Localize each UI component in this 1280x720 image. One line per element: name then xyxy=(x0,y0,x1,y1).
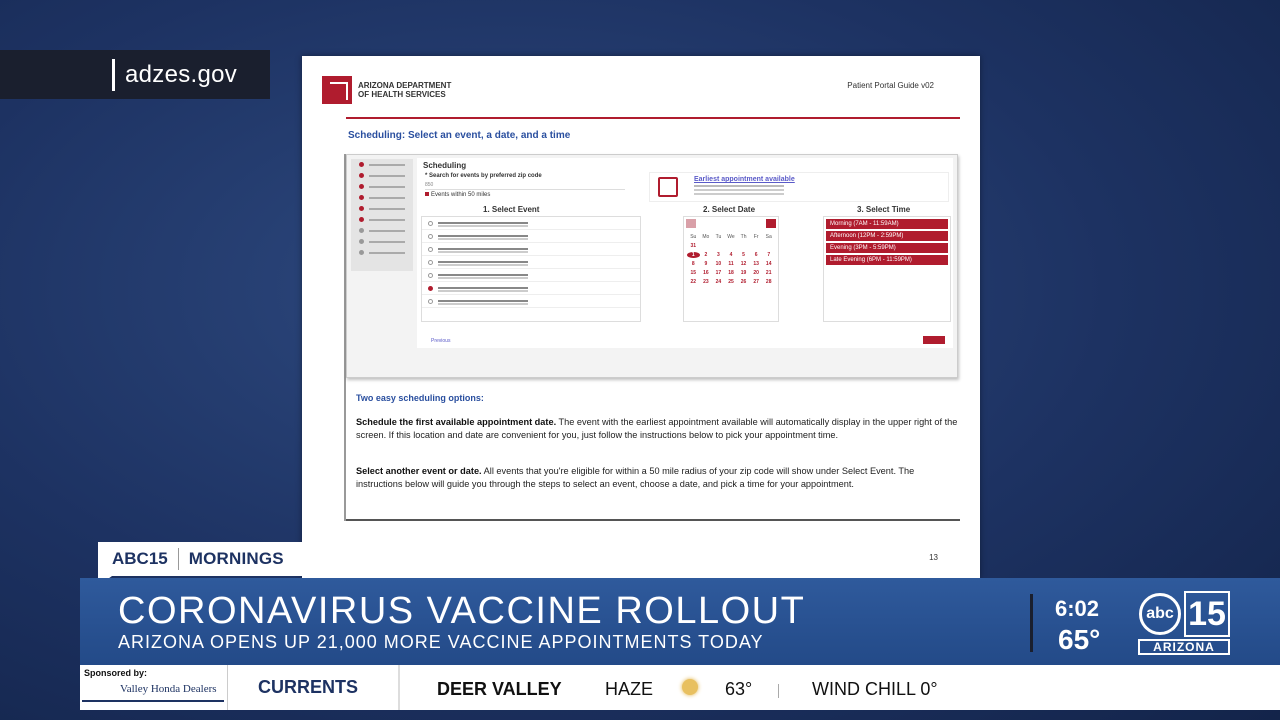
scheduling-title: Scheduling xyxy=(423,161,467,170)
calendar-day[interactable]: 8 xyxy=(691,261,695,267)
url-tag-bar xyxy=(112,59,115,91)
org-line-2: OF HEALTH SERVICES xyxy=(358,90,446,99)
calendar-day xyxy=(700,243,713,249)
show-tag xyxy=(98,542,304,576)
next-button[interactable] xyxy=(923,336,945,344)
option-2-paragraph xyxy=(356,465,960,491)
weekday-label: Sa xyxy=(765,234,772,240)
calendar-day[interactable]: 20 xyxy=(753,270,759,276)
ticker-separator xyxy=(778,684,779,698)
sidebar-step xyxy=(351,181,413,192)
event-option[interactable] xyxy=(422,230,640,243)
subheadline: ARIZONA OPENS UP 21,000 MORE VACCINE APPOINTMENTS TODAY xyxy=(118,632,764,652)
event-option[interactable] xyxy=(422,217,640,230)
show-tag-divider xyxy=(178,548,179,570)
sponsor-name: Valley Honda Dealers xyxy=(120,683,217,695)
wind-chill: WIND CHILL 0° xyxy=(812,679,938,699)
calendar-day[interactable]: 11 xyxy=(728,261,734,267)
sponsor-box xyxy=(80,665,228,710)
currents-label: CURRENTS xyxy=(258,677,359,697)
url-tag-text: adzes.gov xyxy=(125,60,238,88)
document-page xyxy=(302,56,980,578)
event-option[interactable] xyxy=(422,243,640,256)
arizona-logo-label: ARIZONA xyxy=(1138,639,1230,655)
channel-15-logo: 15 xyxy=(1184,591,1230,637)
guide-label: Patient Portal Guide v02 xyxy=(847,81,934,90)
ticker-divider xyxy=(398,665,400,710)
time-slot-list xyxy=(823,216,951,322)
calendar-day[interactable]: 9 xyxy=(704,261,708,267)
calendar-day[interactable]: 7 xyxy=(767,252,771,258)
scheduling-screenshot xyxy=(346,154,958,378)
calendar-day[interactable]: 10 xyxy=(715,261,722,267)
calendar-day[interactable]: 25 xyxy=(728,279,734,285)
select-date-title: 2. Select Date xyxy=(703,205,756,214)
calendar-day[interactable]: 1 xyxy=(687,252,700,258)
calendar-day[interactable]: 5 xyxy=(742,252,745,258)
earliest-appointment-card[interactable] xyxy=(649,172,949,202)
doc-footer-rule xyxy=(346,519,960,521)
calendar-day xyxy=(762,243,775,249)
doc-heading: Scheduling: Select an event, a date, and a time xyxy=(348,130,571,141)
calendar-day[interactable]: 17 xyxy=(715,270,722,276)
time-slot-button[interactable]: Late Evening (6PM - 11:59PM) xyxy=(826,255,948,265)
org-line-1: ARIZONA DEPARTMENT xyxy=(358,81,452,90)
clock: 6:02 xyxy=(1055,596,1100,621)
calendar-day[interactable]: 13 xyxy=(753,261,759,267)
abc-logo-icon: abc xyxy=(1139,593,1181,635)
calendar-day[interactable]: 14 xyxy=(765,261,772,267)
calendar-day xyxy=(750,243,763,249)
weekday-label: Fr xyxy=(753,234,759,240)
time-slot-button[interactable]: Morning (7AM - 11:59AM) xyxy=(826,219,948,229)
event-option[interactable] xyxy=(422,256,640,269)
sidebar-step xyxy=(351,170,413,181)
screenshot-main xyxy=(417,158,953,348)
select-event-title: 1. Select Event xyxy=(483,205,540,214)
event-option[interactable] xyxy=(422,282,640,295)
calendar-day[interactable]: 23 xyxy=(703,279,709,285)
calendar-grid xyxy=(684,230,778,289)
calendar-day[interactable]: 15 xyxy=(690,270,697,276)
within-50-miles-label: Events within 50 miles xyxy=(425,192,490,198)
time-slot-button[interactable]: Afternoon (12PM - 2:59PM) xyxy=(826,231,948,241)
current-temperature: 65° xyxy=(1058,624,1101,655)
calendar-day[interactable]: 16 xyxy=(703,270,709,276)
option-2-text: All events that you're eligible for within a 50 mile radius of your zip code will show under Select Event. The instructions below will guide you through the steps to select an event, choose a date, and pick a time for your appointment. xyxy=(356,466,915,489)
calendar-day[interactable]: 27 xyxy=(753,279,759,285)
weather-ticker xyxy=(80,665,1280,710)
adhs-logo xyxy=(322,76,458,104)
sidebar-step xyxy=(351,236,413,247)
date-calendar xyxy=(683,216,779,322)
calendar-day[interactable]: 28 xyxy=(765,279,772,285)
page-number: 13 xyxy=(929,553,938,562)
weekday-label: Su xyxy=(690,234,697,240)
option-2-title: Select another event or date. xyxy=(356,466,482,476)
url-tag xyxy=(0,50,270,99)
calendar-day[interactable]: 12 xyxy=(740,261,747,267)
hazy-sun-icon xyxy=(682,679,698,695)
calendar-day[interactable]: 26 xyxy=(740,279,747,285)
weekday-label: Mo xyxy=(702,234,710,240)
calendar-next-button[interactable] xyxy=(766,219,776,228)
event-option[interactable] xyxy=(422,269,640,282)
station-label: ABC15 xyxy=(112,549,168,568)
adhs-logo-text xyxy=(358,81,458,99)
event-list xyxy=(421,216,641,322)
calendar-day xyxy=(725,243,738,249)
abc15-logo xyxy=(1138,591,1230,655)
calendar-day[interactable]: 18 xyxy=(728,270,734,276)
event-option[interactable] xyxy=(422,295,640,308)
ticker-city: DEER VALLEY xyxy=(437,679,562,699)
weekday-label: Tu xyxy=(715,234,722,240)
calendar-day[interactable]: 31 xyxy=(690,243,697,249)
calendar-day[interactable]: 22 xyxy=(690,279,697,285)
time-slot-button[interactable]: Evening (3PM - 5:59PM) xyxy=(826,243,948,253)
calendar-day xyxy=(737,243,750,249)
calendar-day[interactable]: 4 xyxy=(729,252,733,258)
option-1-text: The event with the earliest appointment available will automatically display in the upper right of the screen. If this location and date are convenient for you, just follow the instructions below to pick your appointment time. xyxy=(356,417,958,440)
calendar-day[interactable]: 19 xyxy=(740,270,747,276)
weekday-label: We xyxy=(727,234,735,240)
sponsor-label: Sponsored by: xyxy=(84,668,148,678)
lower-third-banner xyxy=(80,578,1280,665)
headline: CORONAVIRUS VACCINE ROLLOUT xyxy=(118,590,806,632)
ticker-temperature: 63° xyxy=(725,679,753,699)
calendar-day[interactable]: 2 xyxy=(704,252,708,258)
zip-search-input[interactable]: 850 xyxy=(425,182,625,190)
sidebar-step xyxy=(351,214,413,225)
sidebar-step xyxy=(351,203,413,214)
ticker-condition: HAZE xyxy=(605,679,654,699)
calendar-day xyxy=(712,243,725,249)
calendar-day[interactable]: 6 xyxy=(754,252,758,258)
screenshot-sidebar xyxy=(351,159,413,271)
doc-header-rule xyxy=(346,117,960,119)
calendar-day[interactable]: 3 xyxy=(717,252,720,258)
calendar-day[interactable]: 21 xyxy=(765,270,772,276)
previous-link[interactable]: Previous xyxy=(431,338,451,344)
sidebar-step xyxy=(351,247,413,258)
option-1-paragraph xyxy=(356,416,960,442)
earliest-appointment-details xyxy=(694,185,784,187)
option-1-title: Schedule the first available appointment date. xyxy=(356,417,557,427)
earliest-appointment-label[interactable]: Earliest appointment available xyxy=(694,176,795,183)
calendar-icon xyxy=(658,177,678,197)
adhs-logo-mark-icon xyxy=(322,76,352,104)
banner-divider xyxy=(1030,594,1033,652)
options-subheading: Two easy scheduling options: xyxy=(356,393,484,403)
sidebar-step xyxy=(351,192,413,203)
calendar-prev-button[interactable] xyxy=(686,219,696,228)
zip-search-label: * Search for events by preferred zip code xyxy=(425,173,542,179)
weekday-label: Th xyxy=(740,234,747,240)
sidebar-step xyxy=(351,225,413,236)
select-time-title: 3. Select Time xyxy=(857,205,911,214)
sidebar-step xyxy=(351,159,413,170)
sponsor-underline xyxy=(82,700,224,702)
calendar-day[interactable]: 24 xyxy=(715,279,722,285)
program-label: MORNINGS xyxy=(188,549,284,568)
